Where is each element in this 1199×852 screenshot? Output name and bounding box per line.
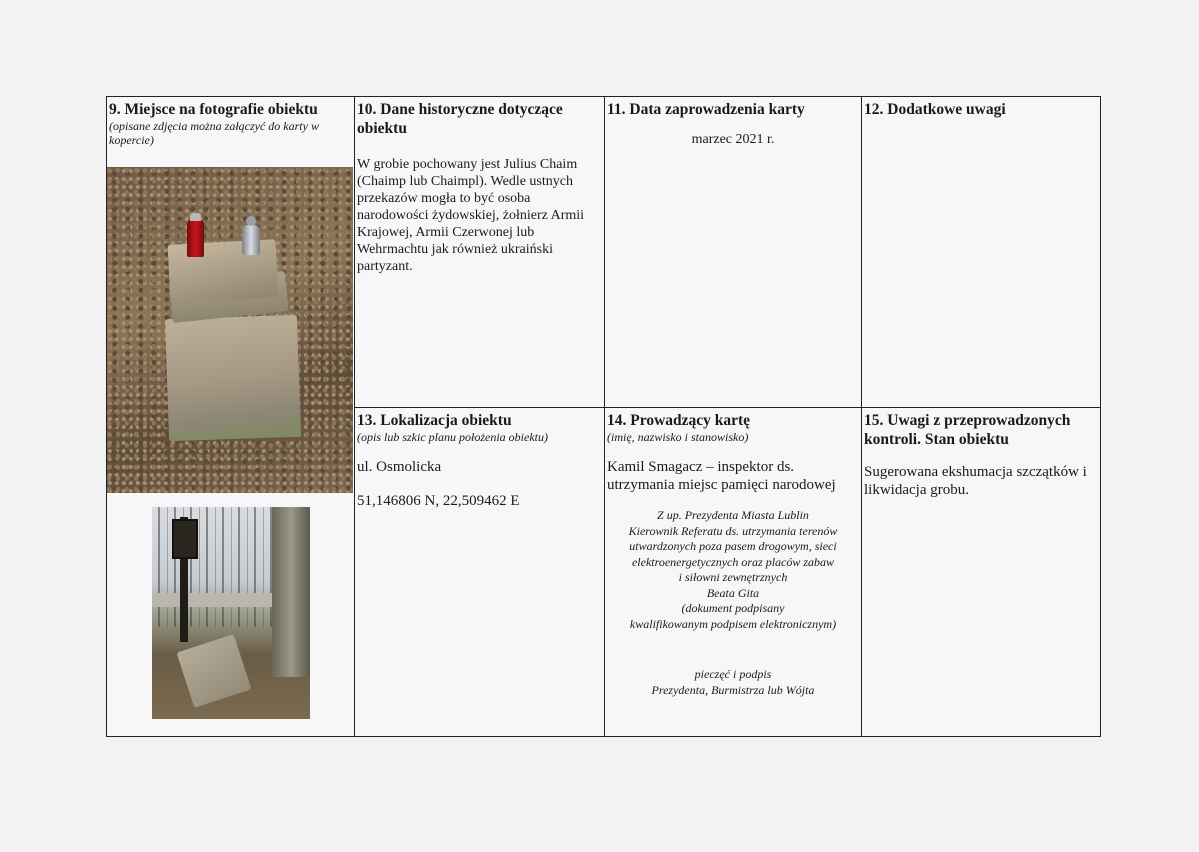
tree-trunk	[272, 507, 310, 677]
section-11-title: 11. Data zaprowadzenia karty	[607, 101, 805, 118]
cell-card-author	[605, 408, 862, 737]
cross-plaque	[172, 519, 198, 559]
section-9-subtitle: (opisane zdjęcia można załączyć do karty w kopercie)	[109, 119, 319, 147]
section-15-title: 15. Uwagi z przeprowadzonych kontroli. Stan obiektu	[864, 412, 1071, 448]
cell-inspection-notes	[862, 408, 1101, 737]
signature-line: Z up. Prezydenta Miasta Lublin	[657, 508, 809, 522]
gravestone-top	[168, 239, 279, 303]
stamp-block	[607, 666, 859, 698]
cell-location	[355, 408, 605, 737]
section-13-address: ul. Osmolicka	[357, 459, 442, 475]
red-candle-icon	[187, 219, 204, 257]
cell-photos	[107, 97, 355, 737]
section-11-value: marzec 2021 r.	[691, 132, 775, 147]
section-10-text: W grobie pochowany jest Julius Chaim (Chaimp lub Chaimpl). Wedle ustnych przekazów mogła to być osoba narodowości żydowskiej, żołnierz Armii Krajowej, Armii Czerwonej lub Wehrmachtu jak również ukraiński partyzant.	[357, 157, 585, 274]
cell-historical-data	[355, 97, 605, 408]
section-14-title: 14. Prowadzący kartę	[607, 412, 751, 429]
cell-additional-notes	[862, 97, 1101, 408]
section-9-title: 9. Miejsce na fotografie obiektu	[109, 101, 318, 118]
grave-stone	[176, 634, 251, 708]
stamp-line: pieczęć i podpis	[694, 667, 772, 681]
section-15-text: Sugerowana ekshumacja szczątków i likwidacja grobu.	[864, 464, 1087, 498]
signature-line: elektroenergetycznych oraz placów zabaw	[631, 554, 835, 569]
cell-card-date	[605, 97, 862, 408]
signature-line: utwardzonych poza pasem drogowym, sieci	[629, 539, 837, 553]
grave-photo	[107, 167, 353, 493]
grey-candle-icon	[242, 225, 260, 255]
section-12-title: 12. Dodatkowe uwagi	[864, 101, 1006, 118]
record-card-table	[106, 96, 1101, 737]
signature-line: Kierownik Referatu ds. utrzymania terenów	[628, 523, 838, 538]
section-13-title: 13. Lokalizacja obiektu	[357, 412, 512, 429]
section-10-title: 10. Dane historyczne dotyczące obiektu	[357, 101, 563, 137]
signature-line: (dokument podpisany	[681, 601, 785, 615]
section-13-subtitle: (opis lub szkic planu położenia obiektu)	[357, 430, 548, 444]
stamp-line: Prezydenta, Burmistrza lub Wójta	[651, 683, 815, 697]
section-14-person: Kamil Smagacz – inspektor ds. utrzymania miejsc pamięci narodowej	[607, 459, 836, 493]
gravestone-slab	[165, 315, 301, 442]
cross-photo	[152, 507, 310, 719]
signature-line: i siłowni zewnętrznych	[678, 570, 788, 584]
signature-block	[607, 508, 859, 632]
section-13-coords: 51,146806 N, 22,509462 E	[357, 493, 520, 509]
signature-line: kwalifikowanym podpisem elektronicznym)	[629, 616, 837, 631]
section-14-subtitle: (imię, nazwisko i stanowisko)	[607, 430, 749, 444]
signature-name: Beata Gita	[706, 585, 760, 600]
